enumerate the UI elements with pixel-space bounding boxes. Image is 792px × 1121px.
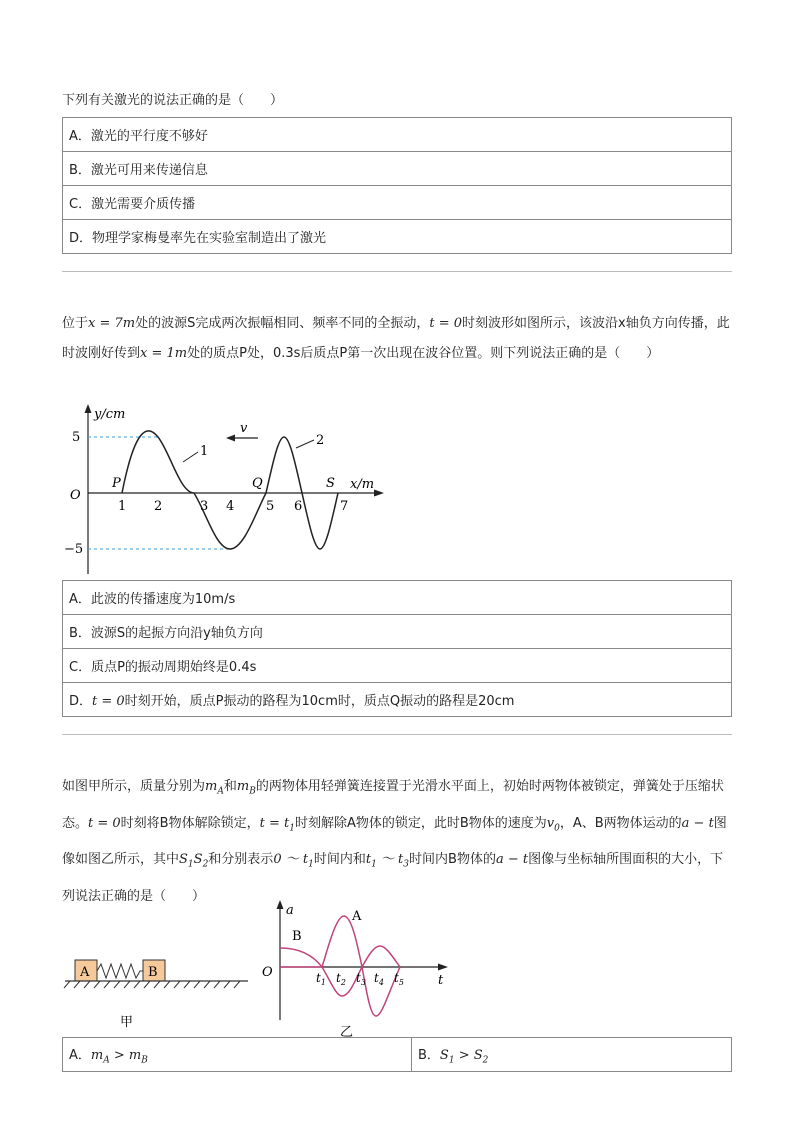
x-tick-7: 7 (340, 499, 349, 514)
separator-1 (62, 271, 732, 272)
q2-stem-text: 时刻波形如图所示，该波沿x轴负方向传播，此时波刚好传到 (62, 316, 730, 361)
velocity-label: v (240, 421, 248, 436)
y-axis-arrow-icon (85, 404, 92, 413)
q3-figure-jia (60, 950, 260, 1030)
tick-t4: $t_4$ (374, 971, 384, 987)
block-a-label: A (80, 965, 90, 980)
separator-2 (62, 734, 732, 735)
q3-figure-yi (258, 898, 458, 1038)
q2-option-d-math: t = 0 (92, 694, 125, 709)
q3-math-ma: $m_A$ (205, 779, 224, 797)
caption-jia: 甲 (120, 1015, 134, 1030)
curve-2-label: 2 (316, 433, 325, 448)
q1-option-a[interactable]: A．激光的平行度不够好 (63, 118, 732, 152)
q2-wave-figure (60, 402, 390, 578)
point-p-label: P (112, 476, 121, 491)
q3-math-at: a − t (681, 815, 714, 831)
q3-option-b[interactable] (412, 1038, 732, 1072)
tick-t1: $t_1$ (316, 971, 326, 987)
y-max-label: 5 (72, 430, 81, 445)
q3-stem-text: 时间内和 (313, 852, 366, 868)
q3-option-b-text: B． (418, 1047, 440, 1063)
x-tick-2: 2 (154, 499, 163, 514)
q3-math-at: a − t (495, 852, 529, 868)
q2-stem-text: 位于 (62, 316, 89, 331)
q3-stem-text: 和分别表示 (208, 852, 274, 868)
q3-stem-text: ，A、B两物体运动的 (559, 815, 682, 831)
q2-math-x7: x = 7m (88, 316, 136, 331)
point-s-label: S (326, 476, 335, 491)
q3-math-range1: 0 ～ $t_1$ (273, 852, 314, 870)
leader-1 (183, 452, 198, 462)
q3-stem-text: 图像如图乙所示，其中 (62, 815, 727, 868)
curve-a-label: A (352, 909, 362, 924)
q2-option-b[interactable]: B．波源S的起振方向沿y轴负方向 (63, 615, 732, 649)
q2-options-table (62, 580, 732, 717)
curve-b-label: B (292, 929, 302, 944)
q2-option-d-text: D． (69, 694, 93, 709)
t-axis-label: t (438, 973, 444, 988)
q2-option-d-text: 时刻开始，质点P振动的路程为10cm时，质点Q振动的路程是20cm (124, 694, 515, 709)
q1-option-d[interactable]: D．物理学家梅曼率先在实验室制造出了激光 (63, 220, 732, 254)
q3-options-table (62, 1037, 732, 1072)
x-tick-4: 4 (226, 499, 235, 514)
q3-stem-text: 的两物体用轻弹簧连接置于光滑水平面上，初始时两物体被锁定，弹簧处于压缩状态。 (62, 779, 724, 831)
t-axis-arrow-icon (438, 964, 448, 971)
q3-option-b-math: $S_1 > S_2$ (439, 1047, 489, 1066)
q3-option-a-text: A． (69, 1047, 91, 1063)
q2-option-a[interactable]: A．此波的传播速度为10m/s (63, 581, 732, 615)
x-tick-3: 3 (200, 499, 209, 514)
q2-math-t0: t = 0 (429, 316, 463, 331)
point-q-label: Q (252, 476, 263, 491)
a-axis-arrow-icon (277, 900, 284, 909)
q1-option-b[interactable]: B．激光可用来传递信息 (63, 152, 732, 186)
q2-stem (62, 309, 734, 369)
tick-t3: $t_3$ (356, 971, 366, 987)
x-axis-arrow-icon (374, 490, 384, 497)
q2-stem-text: 处的质点P处，0.3s后质点P第一次出现在波谷位置。则下列说法正确的是（ ） (187, 346, 660, 361)
tick-t5: $t_5$ (394, 971, 404, 987)
q3-stem (62, 771, 734, 912)
q1-option-c[interactable]: C．激光需要介质传播 (63, 186, 732, 220)
y-axis-label: y/cm (94, 407, 126, 422)
x-tick-1: 1 (118, 499, 127, 514)
q1-stem: 下列有关激光的说法正确的是（ ） (62, 93, 284, 108)
q3-math-s1s2: $S_1S_2$ (179, 852, 209, 870)
curve-1-label: 1 (200, 444, 209, 459)
q3-stem-text: 如图甲所示，质量分别为 (62, 779, 206, 794)
x-tick-6: 6 (294, 499, 303, 514)
q3-stem-text: 和 (223, 779, 237, 794)
x-tick-5: 5 (266, 499, 275, 514)
q2-math-x1: x = 1m (140, 346, 188, 361)
ground-hatch (64, 981, 240, 988)
origin-label: O (262, 965, 273, 980)
q3-math-range2: $t_1$ ～ $t_3$ (365, 852, 410, 870)
q2-stem-text: 处的波源S完成两次振幅相同、频率不同的全振动， (135, 316, 430, 331)
q3-math-mb: $m_B$ (236, 779, 256, 797)
tick-t2: $t_2$ (336, 971, 346, 987)
q3-stem-text: 时刻将B物体解除锁定， (120, 815, 260, 831)
q3-stem-text: 时刻解除A物体的锁定，此时B物体的速度为 (294, 815, 547, 831)
a-axis-label: a (286, 903, 294, 918)
x-axis-label: x/m (350, 477, 375, 492)
origin-label: O (70, 488, 81, 503)
block-b-label: B (148, 965, 158, 980)
leader-2 (296, 440, 314, 448)
q3-stem-text: 图像与坐标轴所围面积的大小，下列说法正确的是（ ） (62, 852, 724, 904)
y-min-label: −5 (64, 542, 84, 557)
q2-option-d[interactable] (63, 683, 732, 717)
velocity-arrow-icon (226, 435, 235, 442)
q2-option-c[interactable]: C．质点P的振动周期始终是0.4s (63, 649, 732, 683)
q3-math-t1: $t = t_1$ (259, 815, 295, 834)
q3-math-v0: $v_0$ (546, 815, 560, 834)
spring (97, 964, 143, 978)
q3-option-a-math: $m_A > m_B$ (90, 1047, 148, 1066)
q3-option-a[interactable] (63, 1038, 412, 1072)
wave-curve-1 (122, 431, 266, 549)
q3-math-t0: t = 0 (88, 815, 121, 831)
q3-stem-text: 时间内B物体的 (409, 852, 496, 868)
q1-options-table (62, 117, 732, 254)
caption-yi: 乙 (340, 1025, 354, 1038)
